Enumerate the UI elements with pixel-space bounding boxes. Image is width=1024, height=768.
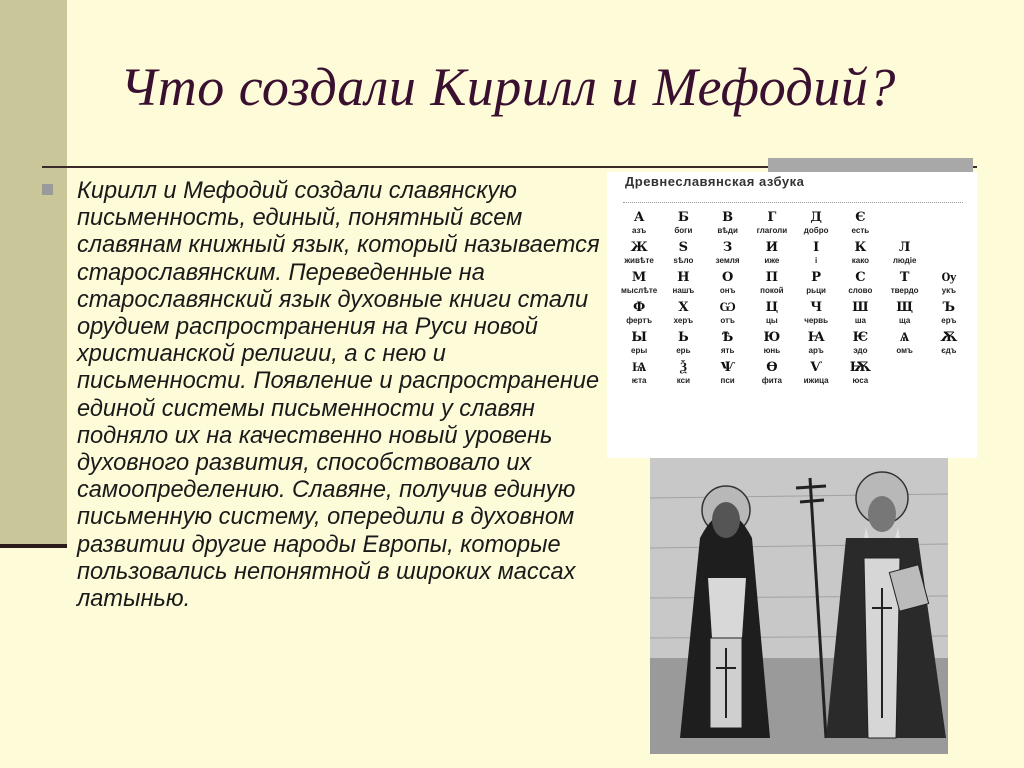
alphabet-letter-name: иже [764,256,780,265]
alphabet-cell [706,240,750,270]
alphabet-letter: Л [898,240,911,255]
left-decor-line [0,544,67,548]
alphabet-letter: Х [678,300,689,315]
alphabet-cell [883,210,927,240]
alphabet-letter: Ѵ [810,360,823,375]
alphabet-letter: Д [810,210,822,225]
alphabet-letter: Ч [810,300,823,315]
alphabet-letter: Ь [678,330,689,345]
slide-title: Что создали Кирилл и Мефодий? [120,57,896,117]
left-decor-band [0,0,67,546]
alphabet-cell [617,360,661,390]
alphabet-cell [750,300,794,330]
saints-engraving-image [650,458,948,754]
alphabet-title-rule [623,202,963,204]
alphabet-letter-name: азъ [632,226,647,235]
alphabet-letter-name: рьци [806,286,826,295]
alphabet-letter-name: людіе [892,256,917,265]
alphabet-cell [750,210,794,240]
alphabet-cell [617,330,661,360]
alphabet-cell [838,240,882,270]
alphabet-letter: Т [899,270,910,285]
alphabet-letter: И [765,240,779,255]
alphabet-letter: Ѭ [849,360,871,375]
alphabet-letter-name: херъ [673,316,694,325]
alphabet-cell [838,300,882,330]
alphabet-cell [661,270,705,300]
alphabet-letter-name: како [851,256,869,265]
alphabet-letter: Ѯ [679,360,687,375]
alphabet-letter: Ѥ [852,330,869,345]
alphabet-letter-name: глаголи [756,226,788,235]
bullet-icon [42,184,53,195]
alphabet-letter-name: вѣди [717,226,738,235]
alphabet-cell [794,300,838,330]
alphabet-cell [617,210,661,240]
alphabet-letter: Ѩ [631,360,647,375]
alphabet-letter: П [765,270,779,285]
alphabet-letter-name: добро [803,226,829,235]
alphabet-letter-name: пси [720,376,735,385]
alphabet-letter-name: і [815,256,818,265]
alphabet-letter-name: юнь [763,346,781,355]
alphabet-letter: Ѫ [940,330,958,345]
alphabet-letter-name: слово [848,286,873,295]
alphabet-letter-name: ѕѣло [673,256,694,265]
alphabet-letter-name: ща [898,316,911,325]
alphabet-letter: Ѧ [899,330,910,345]
alphabet-cell [927,210,971,240]
alphabet-cell [661,210,705,240]
alphabet-letter: Ѡ [719,300,736,315]
alphabet-cell [750,270,794,300]
alphabet-cell [794,240,838,270]
alphabet-letter-name: ша [854,316,866,325]
alphabet-letter-name: кси [676,376,690,385]
alphabet-letter: І [813,240,820,255]
alphabet-letter: Є [855,210,866,225]
alphabet-letter-name: онъ [719,286,736,295]
alphabet-cell [661,360,705,390]
alphabet-letter: Ѣ [721,330,734,345]
alphabet-letter: Ы [631,330,647,345]
alphabet-letter-name: ять [720,346,735,355]
alphabet-cell [838,270,882,300]
alphabet-letter: А [633,210,645,225]
alphabet-letter: Ш [852,300,869,315]
alphabet-cell [617,240,661,270]
alphabet-grid [617,210,971,454]
alphabet-letter: К [854,240,867,255]
alphabet-letter: Ъ [942,300,956,315]
alphabet-cell [706,300,750,330]
alphabet-letter-name: еры [631,346,648,355]
alphabet-cell [838,210,882,240]
body-paragraph: Кирилл и Мефодий создали славянскую письменность, единый, понятный всем славянам книжный язык, который называется старославянским. Переведенные на старославянский язык духовные книги стали орудием распространения на Руси новой христианской религии, а с нею и письменности. Появление и распространение единой системы письменности у славян подняло их на качественно новый уровень духовного развития, способствовало их самоопределению. Славяне, получив единую письменную систему, опередили в духовном развитии другие народы Европы, которые пользовались непонятной в широких массах латынью. [77,178,600,613]
alphabet-cell [794,360,838,390]
alphabet-cell [883,270,927,300]
alphabet-letter-name: цы [766,316,778,325]
alphabet-cell [794,330,838,360]
alphabet-table-image [607,172,977,458]
alphabet-letter-name: юса [852,376,869,385]
alphabet-letter-name: ерь [676,346,691,355]
alphabet-letter-name: мыслѣте [620,286,658,295]
alphabet-letter: М [631,270,647,285]
alphabet-letter: Ѕ [678,240,689,255]
alphabet-letter: Ѱ [720,360,735,375]
alphabet-cell [706,330,750,360]
alphabet-letter: Ѳ [766,360,778,375]
alphabet-cell [617,270,661,300]
alphabet-letter-name: эдо [853,346,868,355]
alphabet-letter: Ꙗ [807,330,825,345]
alphabet-letter: Н [677,270,690,285]
alphabet-letter-name: есть [851,226,870,235]
alphabet-letter-name: боги [674,226,693,235]
alphabet-cell [661,330,705,360]
alphabet-letter-name: еръ [941,316,957,325]
alphabet-cell [750,240,794,270]
alphabet-letter: Ж [630,240,648,255]
alphabet-letter-name: нашъ [672,286,695,295]
alphabet-cell [883,330,927,360]
alphabet-cell [706,360,750,390]
alphabet-cell [927,330,971,360]
alphabet-letter: Ю [763,330,781,345]
alphabet-letter: З [722,240,733,255]
alphabet-cell [661,300,705,330]
alphabet-cell [794,210,838,240]
alphabet-letter: С [855,270,866,285]
alphabet-cell [883,240,927,270]
alphabet-cell [750,360,794,390]
alphabet-cell [927,270,971,300]
alphabet-letter-name: укъ [941,286,957,295]
alphabet-letter-name: ѥта [631,376,647,385]
alphabet-cell [661,240,705,270]
alphabet-letter-name: фертъ [626,316,653,325]
alphabet-letter: Б [677,210,689,225]
alphabet-cell [838,330,882,360]
alphabet-letter-name: омъ [896,346,913,355]
alphabet-letter: О [721,270,734,285]
alphabet-letter-name: аръ [808,346,824,355]
alphabet-cell [883,360,927,390]
alphabet-letter: Р [811,270,822,285]
alphabet-letter: Г [767,210,777,225]
alphabet-cell [927,240,971,270]
alphabet-letter-name: твердо [890,286,919,295]
alphabet-cell [706,210,750,240]
alphabet-letter-name: живѣте [624,256,654,265]
alphabet-title: Древнеславянская азбука [625,174,805,189]
divider-accent [768,158,973,172]
alphabet-cell [883,300,927,330]
alphabet-cell [750,330,794,360]
alphabet-cell [794,270,838,300]
alphabet-letter: Ф [632,300,646,315]
alphabet-letter-name: ижица [803,376,829,385]
alphabet-letter: В [722,210,734,225]
alphabet-cell [617,300,661,330]
alphabet-letter-name: єдъ [941,346,957,355]
alphabet-cell [927,360,971,390]
alphabet-letter-name: покой [760,286,784,295]
alphabet-cell [927,300,971,330]
alphabet-letter-name: отъ [720,316,735,325]
alphabet-letter: Ц [765,300,779,315]
alphabet-letter-name: червь [804,316,829,325]
alphabet-letter: Ѹ [941,270,957,285]
alphabet-cell [838,360,882,390]
alphabet-cell [706,270,750,300]
alphabet-letter-name: земля [715,256,740,265]
alphabet-letter: Щ [896,300,914,315]
alphabet-letter-name: фита [761,376,783,385]
